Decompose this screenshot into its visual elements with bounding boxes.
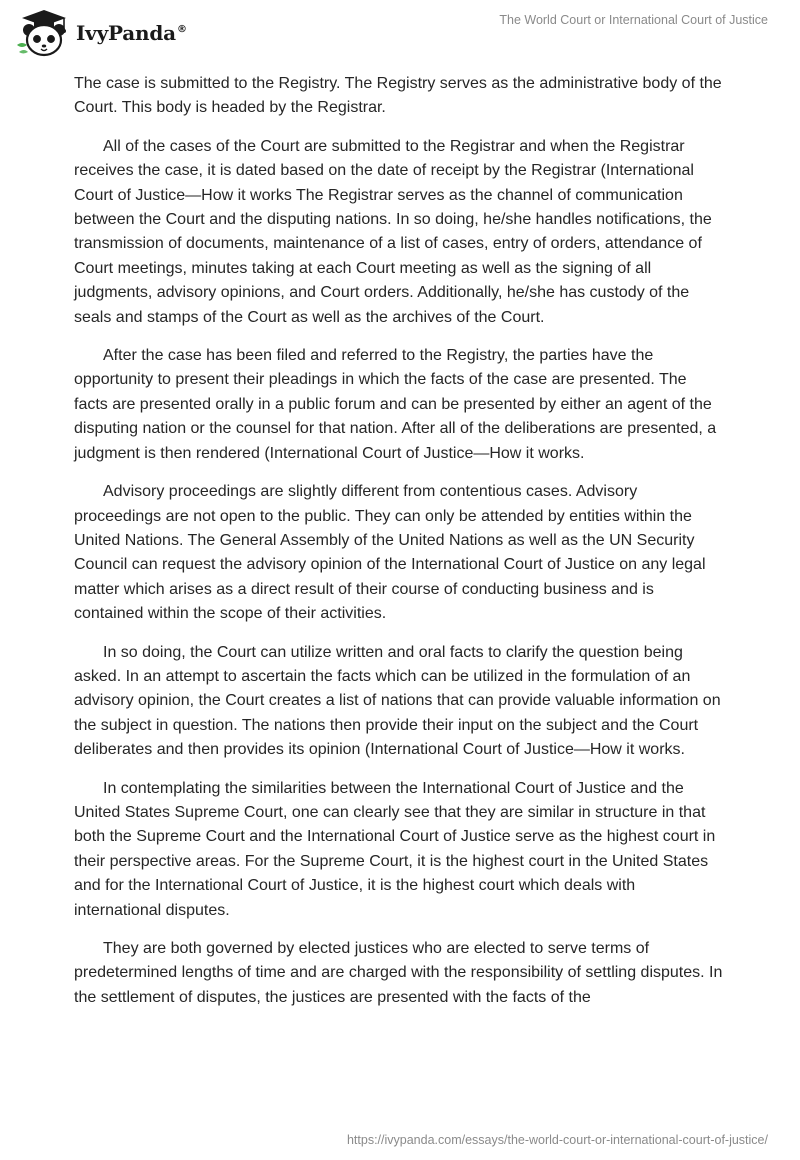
page-header xyxy=(0,0,800,64)
paragraph: Advisory proceedings are slightly different from contentious cases. Advisory proceedings are not open to the public. They can only be attended by entities within the United Nations. The General Assembly of the United Nations as well as the UN Security Council can request the advisory opinion of the International Court of Justice on any legal matter which arises as a direct result of their course of conducting business and is contained within the scope of their activities. xyxy=(74,483,706,623)
paragraph: They are both governed by elected justices who are elected to serve terms of predetermined lengths of time and are charged with the responsibility of settling disputes. In the settlement of disputes, the justices are presented with the facts of the xyxy=(74,940,723,1006)
paragraph: In contemplating the similarities between the International Court of Justice and the United States Supreme Court, one can clearly see that they are similar in structure in that both the Supreme Court and the International Court of Justice serve as the highest court in their perspective areas. For the Supreme Court, it is the highest court in the United States and for the International Court of Justice, it is the highest court which deals with international disputes. xyxy=(74,779,716,919)
document-title: The World Court or International Court of Justice xyxy=(499,13,768,27)
paragraph: All of the cases of the Court are submitted to the Registrar and when the Registrar receives the case, it is dated based on the date of receipt by the Registrar (International Court of Justice—How it works The Registrar serves as the channel of communication between the Court and the disputing nations. In so doing, he/she handles notifications, the transmission of documents, maintenance of a list of cases, entry of orders, attendance of Court meetings, minutes taking at each Court meeting as well as the signing of all judgments, advisory opinions, and Court orders. Additionally, he/she has custody of the seals and stamps of the Court as well as the archives of the Court. xyxy=(74,137,712,326)
panda-graduate-icon xyxy=(14,8,74,58)
essay-body xyxy=(74,72,724,1024)
paragraph: In so doing, the Court can utilize written and oral facts to clarify the question being asked. In an attempt to ascertain the facts which can be utilized in the formulation of an advisory opinion, the Court creates a list of nations that can provide valuable information on the subject in question. The nations then provide their input on the subject and the Court deliberates and then provides its opinion (International Court of Justice—How it works. xyxy=(74,643,721,759)
paragraph: After the case has been filed and referred to the Registry, the parties have the opportunity to present their pleadings in which the facts of the case are presented. The facts are presented orally in a public forum and can be presented by either an agent of the disputing nation or the counsel for that nation. After all of the deliberations are presented, a judgment is then rendered (International Court of Justice—How it works. xyxy=(74,347,717,462)
registered-mark: ® xyxy=(176,24,187,36)
source-url[interactable]: https://ivypanda.com/essays/the-world-court-or-international-court-of-justice/ xyxy=(346,1133,768,1147)
paragraph: The case is submitted to the Registry. The Registry serves as the administrative body of the Court. This body is headed by the Registrar. xyxy=(74,75,722,117)
ivypanda-logo[interactable] xyxy=(14,8,187,58)
brand-name: IvyPanda® xyxy=(76,21,187,45)
